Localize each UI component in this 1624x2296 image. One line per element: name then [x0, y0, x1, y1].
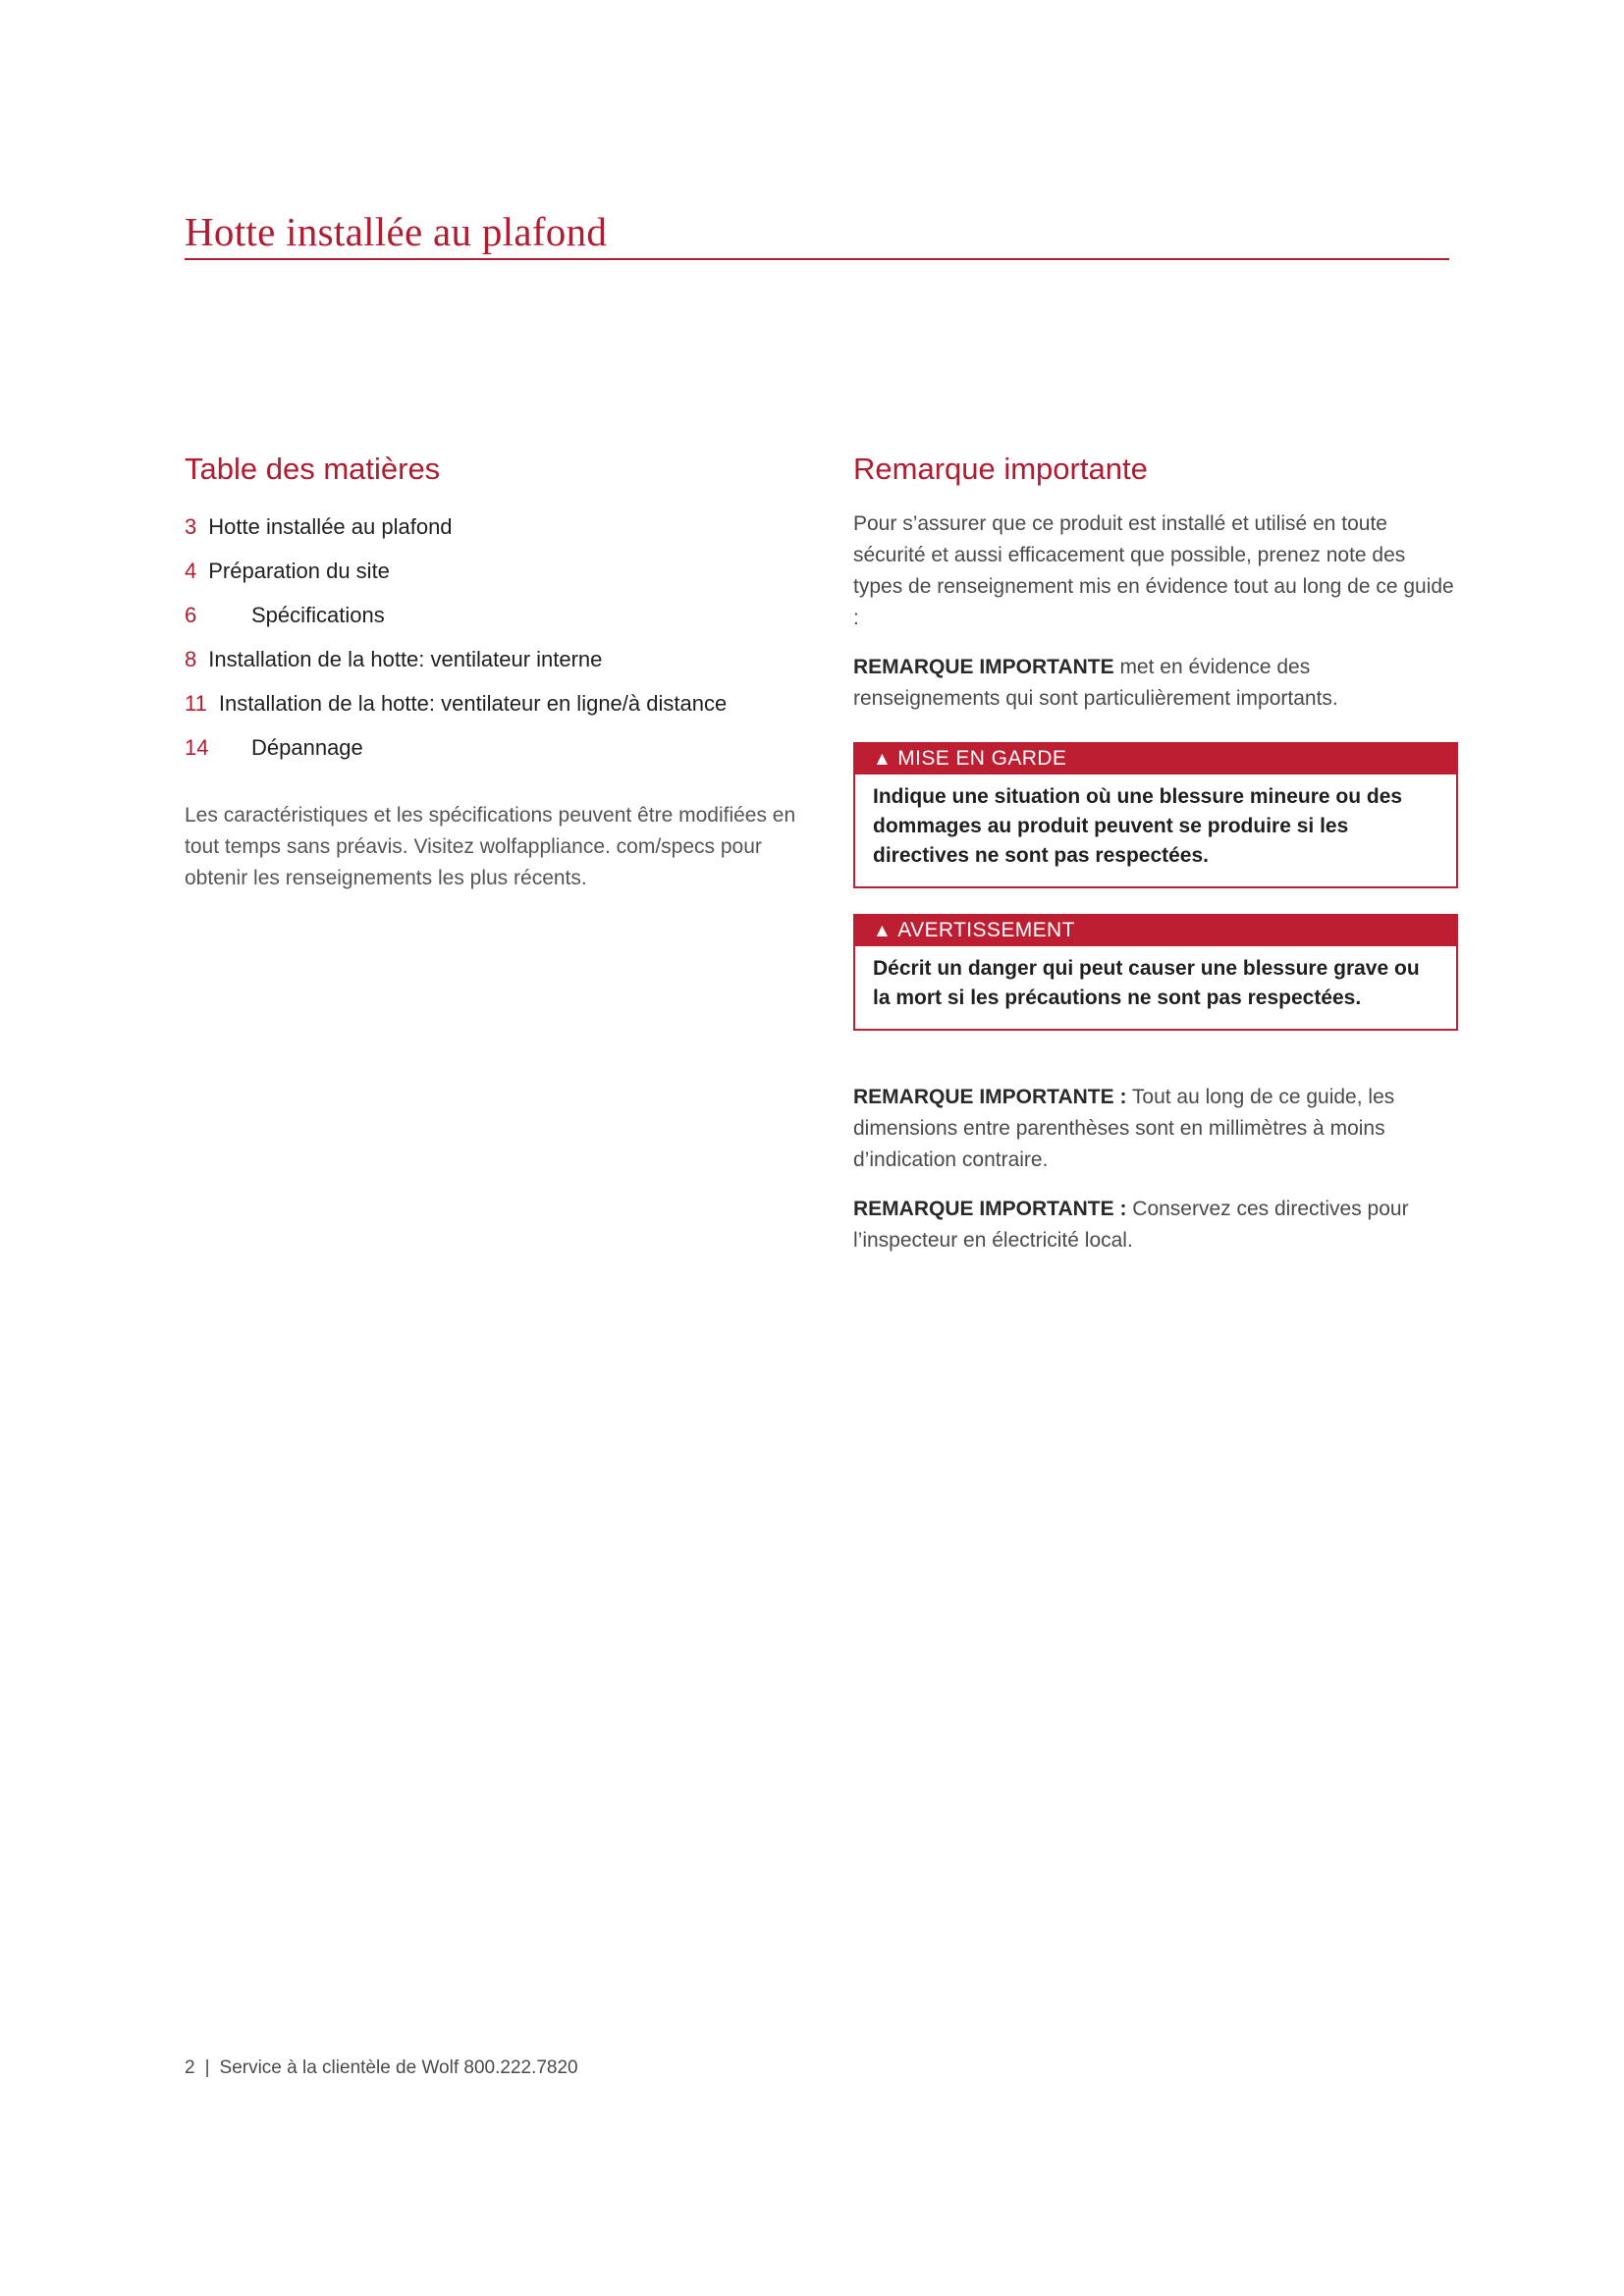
caution-text: Indique une situation où une blessure mineure ou des dommages au produit peuvent se produire si les directives ne sont pas respectées. [873, 785, 1403, 867]
footer-separator: | [204, 2057, 210, 2078]
page-footer [185, 2057, 578, 2079]
note-text: Conservez ces directives pour l’inspecteur en électricité local. [853, 1198, 1409, 1252]
specs-disclaimer: Les caractéristiques et les spécifications peuvent être modifiées en tout temps sans préavis. Visitez wolfappliance. com/specs pour obtenir les renseignements les plus récents. [185, 804, 796, 889]
toc-label: Dépannage [251, 735, 363, 760]
toc-page-number: 11 [185, 691, 207, 716]
footer-service-text: Service à la clientèle de Wolf 800.222.7820 [219, 2057, 578, 2078]
toc-page-number: 6 [185, 603, 197, 627]
toc-heading: Table des matières [185, 452, 441, 486]
table-of-contents [185, 450, 813, 894]
important-notes [853, 1082, 1458, 1256]
toc-page-number: 3 [185, 514, 197, 539]
important-notice-section [853, 450, 1458, 1256]
toc-page-number: 14 [185, 735, 209, 760]
page-title: Hotte installée au plafond [185, 209, 608, 254]
keep-instructions-note [853, 1194, 1458, 1256]
toc-item[interactable] [185, 512, 813, 542]
warning-triangle-icon: ▲ [873, 921, 893, 941]
toc-item[interactable] [185, 557, 813, 586]
toc-label: Préparation du site [208, 559, 390, 583]
note-label: REMARQUE IMPORTANTE : [853, 1086, 1127, 1108]
toc-item[interactable] [185, 601, 813, 630]
notice-intro: Pour s’assurer que ce produit est installé et utilisé en toute sécurité et aussi efficacement que possible, prenez note des types de renseignement mis en évidence tout au long de ce guide : [853, 512, 1454, 629]
toc-page-number: 4 [185, 559, 197, 583]
dimension-note [853, 1082, 1458, 1176]
toc-label: Spécifications [251, 603, 385, 627]
toc-label: Installation de la hotte: ventilateur en ligne/à distance [218, 691, 728, 716]
toc-list [185, 512, 813, 763]
toc-page-number: 8 [185, 647, 197, 671]
warning-header [855, 916, 1456, 946]
warning-text: Décrit un danger qui peut causer une blessure grave ou la mort si les précautions ne sont pas respectées. [873, 957, 1420, 1009]
title-divider [185, 258, 1449, 260]
toc-item[interactable] [185, 733, 813, 763]
notice-heading: Remarque importante [853, 452, 1148, 486]
warning-box [853, 914, 1458, 1031]
caution-box [853, 742, 1458, 888]
note-text: Tout au long de ce guide, les dimensions entre parenthèses sont en millimètres à moins d’indication contraire. [853, 1086, 1395, 1171]
caution-header [855, 744, 1456, 774]
warning-label: AVERTISSEMENT [897, 919, 1075, 941]
note-label: REMARQUE IMPORTANTE : [853, 1198, 1127, 1220]
important-text: met en évidence des renseignements qui sont particulièrement importants. [853, 656, 1338, 710]
toc-label: Installation de la hotte: ventilateur interne [208, 647, 603, 671]
toc-label: Hotte installée au plafond [208, 514, 453, 539]
footer-page-number: 2 [185, 2057, 195, 2078]
caution-label: MISE EN GARDE [897, 747, 1067, 770]
warning-triangle-icon: ▲ [873, 749, 893, 770]
toc-item[interactable] [185, 689, 813, 719]
important-note-explainer [853, 652, 1458, 715]
toc-item[interactable] [185, 645, 813, 674]
important-label: REMARQUE IMPORTANTE [853, 656, 1114, 678]
